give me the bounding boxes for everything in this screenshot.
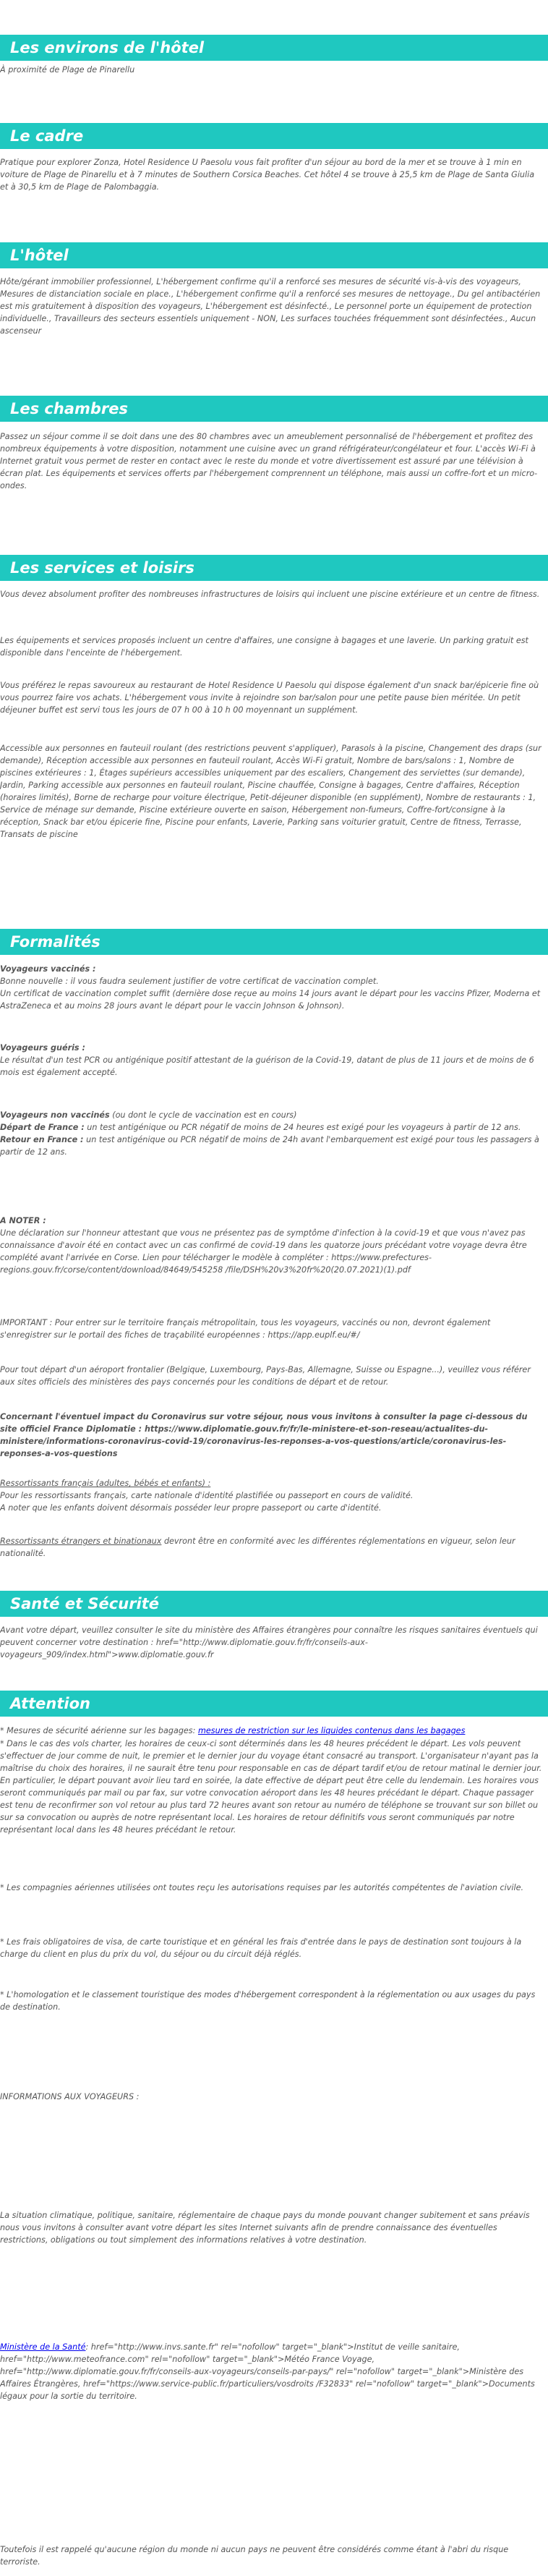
section-header-attention: [0, 1691, 548, 1717]
hotel-text: Hôte/gérant immobilier professionnel, L'hébergement confirme qu'il a renforcé ses mesures de sécurité vis-à-vis des voyageurs, Mesures de distanciation sociale en place., L'hébergement confirme qu'il a renforcé ses mesures de nettoyage., Du gel antibactérien est mis gratuitement à disposition des voyageurs, L'hébergement est désinfecté., Le personnel porte un équipement de protection individuelle., Travailleurs des secteurs essentiels uniquement - NON, Les surfaces touchées fréquemment sont désinfectées., Aucun ascenseur: [0, 277, 541, 336]
gueris-text: Le résultat d'un test PCR ou antigénique positif attestant de la guérison de la Covid-19, datant de plus de 11 jours et de moins de 6 mois est également accepté.: [0, 1055, 534, 1077]
formalites-gueris: [0, 1042, 544, 1079]
etrangers-text: devront être en conformité avec les différentes réglementations en vigueur, selon leur nationalité.: [0, 1536, 515, 1558]
formalites-etrangers: [0, 1535, 544, 1560]
formalites-non-vaccines: [0, 1109, 544, 1158]
formalites-concernant: Concernant l'éventuel impact du Coronavirus sur votre séjour, nous vous invitons à consulter la page ci-dessous du site officiel France Diplomatie : https://www.diplomatie.gouv.fr/fr/le-ministere-et-son-reseau/actualites-du-ministere/informations-coronavirus-covid-19/coronavirus-les-reponses-a-vos-questions/article/coronavirus-les-reponses-a-vos-questions: [0, 1412, 528, 1458]
formalites-vaccines: [0, 963, 544, 1012]
cadre-text: Pratique pour explorer Zonza, Hotel Residence U Paesolu vous fait profiter d'un séjour au bord de la mer et se trouve à 1 min en voiture de Plage de Pinarellu et à 7 minutes de Southern Corsica Beaches. Cet hôtel 4 se trouve à 25,5 km de Plage de Santa Giulia et à 30,5 km de Plage de Palombaggia.: [0, 158, 535, 192]
etrangers-heading: Ressortissants étrangers et binationaux: [0, 1536, 162, 1546]
environs-text: À proximité de Plage de Pinarellu: [0, 65, 135, 75]
chambres-text: Passez un séjour comme il se doit dans une des 80 chambres avec un ameublement personnalisé de l'hébergement et profitez des nombreux équipements à votre disposition, notamment une cuisine avec un grand réfrigérateur/congélateur et four. L'accès Wi-Fi à Internet gratuit vous permet de rester en contact avec le reste du monde et votre divertissement est assuré par une télévision à écran plat. Les équipements et services offerts par l'hébergement comprennent un téléphone, mais aussi un coffre-fort et un micro-ondes.: [0, 432, 538, 490]
anoter-heading: A NOTER :: [0, 1216, 46, 1225]
attention-ministere: [0, 2341, 544, 2402]
retour-heading: Retour en France :: [0, 1135, 84, 1144]
gueris-heading: Voyageurs guéris :: [0, 1043, 85, 1053]
section-header-sante: [0, 1591, 548, 1617]
ressortissants-text-1: Pour les ressortissants français, carte nationale d'identité plastifiée ou passeport en cours de validité.: [0, 1491, 414, 1500]
section-header-services: [0, 555, 548, 581]
depart-heading: Départ de France :: [0, 1123, 85, 1132]
attention-homologation: * L'homologation et le classement touristique des modes d'hébergement correspondent à la réglementation ou aux usages du pays de destination.: [0, 1990, 536, 2012]
section-title: Les chambres: [10, 400, 129, 417]
section-title: Formalités: [10, 933, 100, 951]
section-header-formalites: [0, 929, 548, 955]
section-title: Les environs de l'hôtel: [10, 39, 205, 56]
attention-situation: La situation climatique, politique, sanitaire, réglementaire de chaque pays du monde pouvant changer subitement et sans préavis nous vous invitons à consulter avant votre départ les sites Internet suivants afin de prendre connaissance des éventuelles restrictions, obligations ou tout simplement des informations relatives à votre destination.: [0, 2211, 530, 2245]
services-text-3: Vous préférez le repas savoureux au restaurant de Hotel Residence U Paesolu qui dispose également d'un snack bar/épicerie fine où vous pourrez faire vos achats. L'hébergement vous invite à rejoindre son bar/salon pour une petite pause bien méritée. Un petit déjeuner buffet est servi tous les jours de 07 h 00 à 10 h 00 moyennant un supplément.: [0, 681, 539, 715]
retour-text: un test antigénique ou PCR négatif de moins de 24h avant l'embarquement est exigé pour tous les passagers à partir de 12 ans.: [0, 1135, 539, 1157]
section-title: Santé et Sécurité: [10, 1595, 160, 1612]
formalites-depart-etranger: Pour tout départ d'un aéroport frontalier (Belgique, Luxembourg, Pays-Bas, Allemagne, Suisse ou Espagne...), veuillez vous référer aux sites officiels des ministères des pays concernés pour les conditions de départ et de retour.: [0, 1365, 531, 1387]
vaccines-text-1: Bonne nouvelle : il vous faudra seulement justifier de votre certificat de vaccination complet.: [0, 977, 379, 986]
mesures-text: * Mesures de sécurité aérienne sur les bagages:: [0, 1726, 198, 1735]
formalites-a-noter: [0, 1215, 544, 1276]
mesures-link[interactable]: mesures de restriction sur les liquides contenus dans les bagages: [197, 1726, 466, 1735]
depart-text: un test antigénique ou PCR négatif de moins de 24 heures est exigé pour les voyageurs à partir de 12 ans.: [84, 1123, 521, 1132]
ressortissants-heading: Ressortissants français (adultes, bébés et enfants) :: [0, 1479, 211, 1488]
section-title: Les services et loisirs: [10, 559, 194, 577]
anoter-text: Une déclaration sur l'honneur attestant que vous ne présentez pas de symptôme d'infection à la covid-19 et que vous n'avez pas connaissance d'avoir été en contact avec un cas confirmé de covid-19 dans les quatorze jours précédant votre voyage devra être complété avant l'arrivée en Corse. Lien pour télécharger le modèle à compléter : https://www.prefectures-regions.gouv.fr/corse/content/download/84649/545258 /file/DSH%20v3%20fr%20(20.07.2021)(1).pdf: [0, 1228, 527, 1275]
ministere-text: : href="http://www.invs.sante.fr" rel="nofollow" target="_blank">Institut de veille sanitaire, href="http://www.meteofrance.com" rel="nofollow" target="_blank">Météo France Voyage, href="http://www.diplomatie.gouv.fr/fr/conseils-aux-voyageurs/conseils-par-pays/" rel="nofollow" target="_blank">Ministère des Affaires Étrangères, href="https://www.service-public.fr/particuliers/vosdroits /F32833" rel="nofollow" target="_blank">Documents légaux pour la sortie du territoire.: [0, 2342, 535, 2401]
info-voyageurs-heading: INFORMATIONS AUX VOYAGEURS :: [0, 2092, 140, 2101]
ministere-sante-link[interactable]: Ministère de la Santé: [0, 2342, 86, 2352]
services-text-1: Vous devez absolument profiter des nombreuses infrastructures de loisirs qui incluent une piscine extérieure et un centre de fitness.: [0, 590, 540, 599]
section-title: Le cadre: [10, 127, 84, 145]
formalites-ressortissants: [0, 1477, 544, 1514]
attention-horaires: * Dans le cas des vols charter, les horaires de ceux-ci sont déterminés dans les 48 heures précédent le départ. Les vols peuvent s'effectuer de jour comme de nuit, le premier et le dernier jour du voyage étant consacré au transport. L'organisateur n'ayant pas la maîtrise du choix des horaires, il ne saurait être tenu pour responsable en cas de départ tardif et/ou de retour matinal le dernier jour. En particulier, le départ pouvant avoir lieu tard en soirée, la date effective de départ peut être celle du lendemain. Les horaires vous seront communiqués par mail ou par fax, sur votre convocation aéroport dans les 48 heures précédant le départ. Chaque passager est tenu de reconfirmer son vol retour au plus tard 72 heures avant son retour au numéro de téléphone se trouvant sur son billet ou sur sa convocation ou auprès de notre représentant local. Les horaires de retour définitifs vous seront communiqués par notre représentant local dans les 48 heures précédant le retour.: [0, 1739, 542, 1835]
nonvax-heading: Voyageurs non vaccinés: [0, 1110, 110, 1120]
section-title: L'hôtel: [10, 247, 69, 264]
ressortissants-text-2: A noter que les enfants doivent désormais posséder leur propre passeport ou carte d'identité.: [0, 1503, 382, 1513]
attention-mesures: [0, 1725, 544, 1737]
attention-terrorisme: Toutefois il est rappelé qu'aucune région du monde ni aucun pays ne peuvent être considérés comme étant à l'abri du risque terroriste.: [0, 2545, 509, 2567]
vaccines-text-2: Un certificat de vaccination complet suffit (dernière dose reçue au moins 14 jours avant le départ pour les vaccins Pfizer, Moderna et AstraZeneca et au moins 28 jours avant le départ pour le vaccin Johnson & Johnson).: [0, 989, 541, 1011]
vaccines-heading: Voyageurs vaccinés :: [0, 964, 96, 974]
sante-text: Avant votre départ, veuillez consulter le site du ministère des Affaires étrangères pour connaître les risques sanitaires éventuels qui peuvent concerner votre destination : href="http://www.diplomatie.gouv.fr/fr/conseils-aux-voyageurs_909/index.html">www.diplomatie.gouv.fr: [0, 1625, 538, 1659]
services-text-4: Accessible aux personnes en fauteuil roulant (des restrictions peuvent s'appliquer), Parasols à la piscine, Changement des draps (sur demande), Réception accessible aux personnes en fauteuil roulant, Accès Wi-Fi gratuit, Nombre de bars/salons : 1, Nombre de piscines extérieures : 1, Étages supérieurs accessibles uniquement par des escaliers, Changement des serviettes (sur demande), Jardin, Parking accessible aux personnes en fauteuil roulant, Piscine chauffée, Consigne à bagages, Centre d'affaires, Réception (horaires limités), Borne de recharge pour voiture électrique, Petit-déjeuner disponible (en supplément), Nombre de restaurants : 1, Service de ménage sur demande, Piscine extérieure ouverte en saison, Hébergement non-fumeurs, Coffre-fort/consigne à la réception, Snack bar et/ou épicerie fine, Piscine pour enfants, Laverie, Parking sans voiturier gratuit, Centre de fitness, Terrasse, Transats de piscine: [0, 744, 541, 839]
attention-frais: * Les frais obligatoires de visa, de carte touristique et en général les frais d'entrée dans le pays de destination sont toujours à la charge du client en plus du prix du vol, du séjour ou du circuit déjà réglés.: [0, 1937, 522, 1959]
services-text-2: Les équipements et services proposés incluent un centre d'affaires, une consigne à bagages et une laverie. Un parking gratuit est disponible dans l'enceinte de l'hébergement.: [0, 636, 528, 658]
section-title: Attention: [10, 1695, 90, 1712]
formalites-important: IMPORTANT : Pour entrer sur le territoire français métropolitain, tous les voyageurs, vaccinés ou non, devront également s'enregistrer sur le portail des fiches de traçabilité européennes : https://app.euplf.eu/#/: [0, 1318, 491, 1340]
section-header-hotel: [0, 242, 548, 268]
section-header-chambres: [0, 396, 548, 422]
section-header-cadre: [0, 123, 548, 149]
nonvax-note: (ou dont le cycle de vaccination est en cours): [109, 1110, 297, 1120]
attention-compagnies: * Les compagnies aériennes utilisées ont toutes reçu les autorisations requises par les autorités compétentes de l'aviation civile.: [0, 1883, 524, 1892]
section-header-environs: [0, 35, 548, 61]
